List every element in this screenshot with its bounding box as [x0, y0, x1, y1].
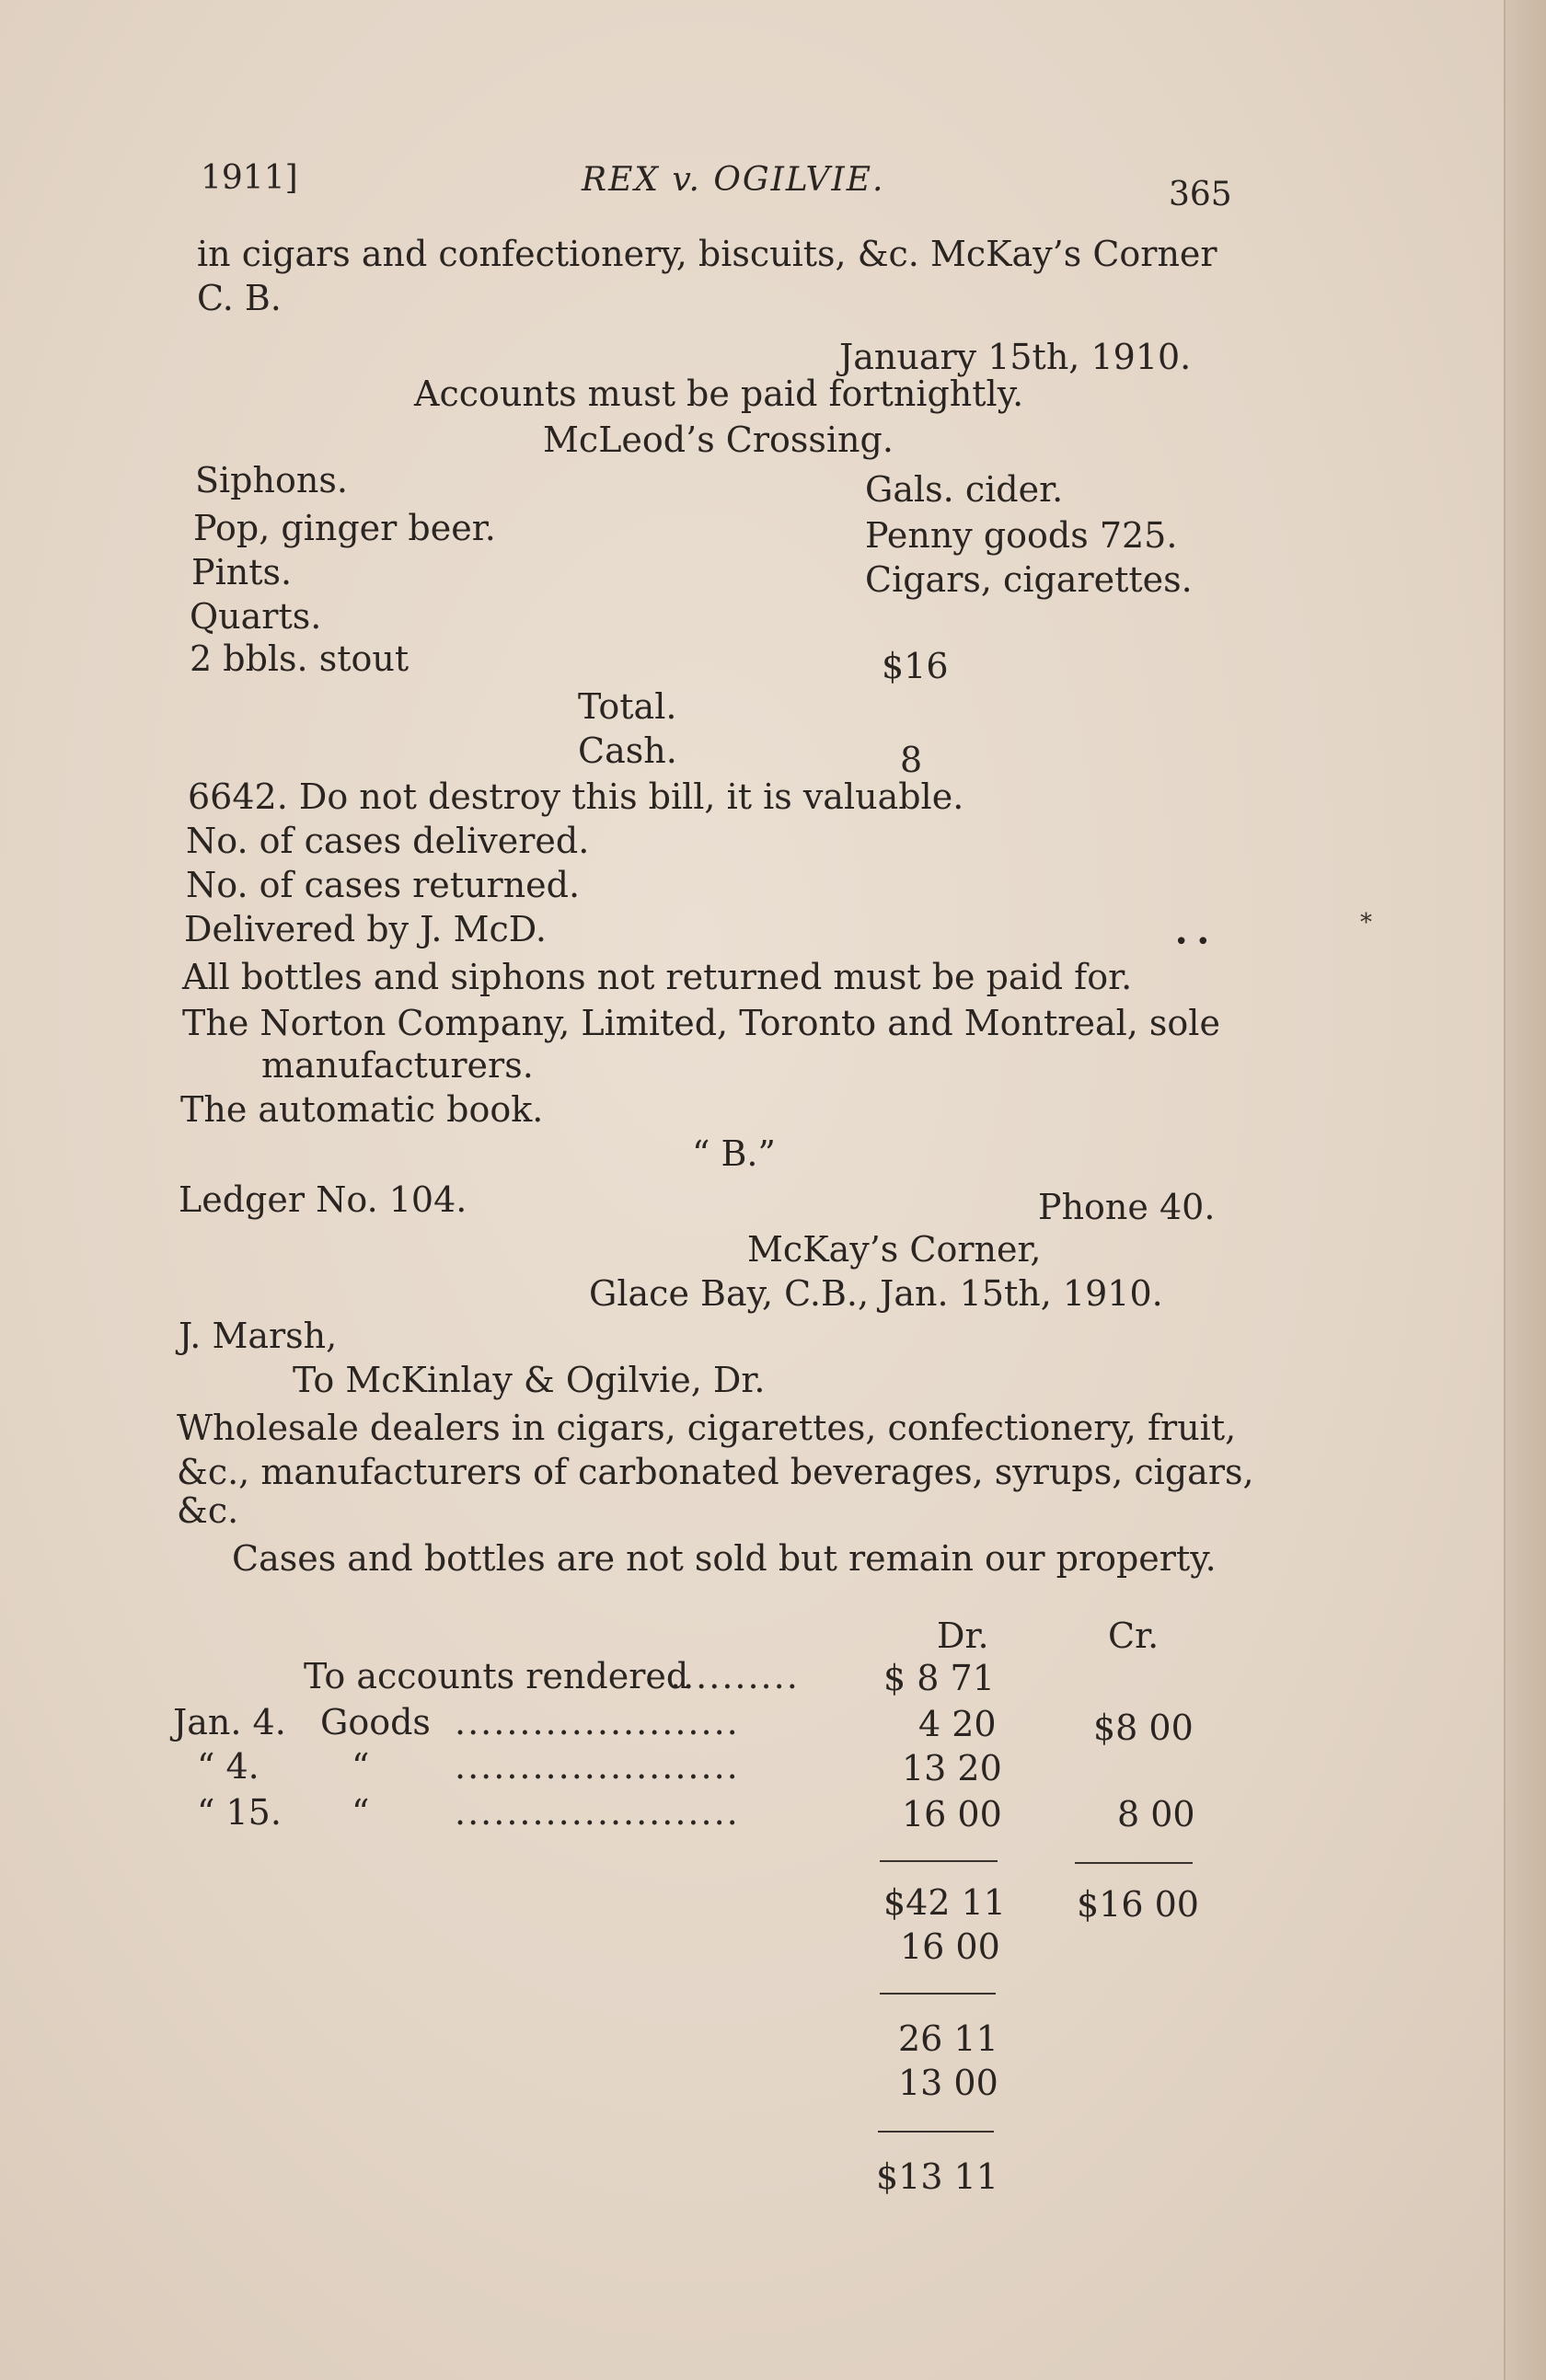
- address-line-1: McKay’s Corner,: [747, 1229, 1042, 1270]
- dr-total: $42 11: [883, 1882, 1006, 1923]
- note-delivered-by: Delivered by J. McD.: [184, 909, 547, 949]
- item-penny-goods: Penny goods 725.: [865, 515, 1178, 556]
- note-cases-delivered: No. of cases delivered.: [186, 821, 590, 861]
- row-date: “ 15.: [197, 1792, 282, 1833]
- note-cases-returned: No. of cases returned.: [186, 865, 581, 905]
- dr-rule-3: [878, 2131, 994, 2133]
- row-desc: To accounts rendered: [304, 1656, 689, 1696]
- row-dr: 4 20: [918, 1704, 997, 1744]
- subtotal: 26 11: [898, 2018, 998, 2059]
- note-valuable: 6642. Do not destroy this bill, it is valuable.: [188, 776, 964, 817]
- address-line-2: Glace Bay, C.B., Jan. 15th, 1910.: [589, 1273, 1163, 1314]
- note-manufacturers: manufacturers.: [261, 1045, 534, 1086]
- desc-line-2: &c., manufacturers of carbonated beverages, syrups, cigars,: [177, 1452, 1254, 1492]
- row-leaders: ..........: [670, 1656, 800, 1696]
- row-cr: $8 00: [1093, 1707, 1194, 1748]
- page-edge: [1504, 0, 1546, 2380]
- row-dr: $ 8 71: [883, 1658, 995, 1698]
- item-siphons: Siphons.: [195, 460, 348, 500]
- note-bottles: All bottles and siphons not returned must be paid for.: [182, 957, 1133, 997]
- cr-header: Cr.: [1108, 1615, 1160, 1656]
- bill-b-label: “ B.”: [692, 1133, 776, 1174]
- bill-a-date: January 15th, 1910.: [839, 337, 1192, 377]
- page-number: 365: [1169, 176, 1232, 213]
- ledger-number: Ledger No. 104.: [179, 1179, 467, 1220]
- intro-line-2: C. B.: [197, 278, 282, 318]
- row-leaders: ......................: [455, 1792, 740, 1833]
- less-cash: 13 00: [898, 2063, 998, 2103]
- row-date: “ 4.: [197, 1746, 260, 1787]
- item-pints: Pints.: [191, 552, 293, 592]
- item-stout: 2 bbls. stout: [190, 638, 410, 679]
- amount-16: $16: [882, 646, 949, 686]
- row-cr: 8 00: [1117, 1794, 1195, 1834]
- note-automatic-book: The automatic book.: [180, 1089, 544, 1130]
- to-line: To McKinlay & Ogilvie, Dr.: [293, 1360, 766, 1400]
- cash-label: Cash.: [578, 730, 677, 771]
- place-name: McLeod’s Crossing.: [543, 420, 894, 460]
- balance-due: $13 11: [876, 2156, 998, 2197]
- row-dr: 13 20: [902, 1748, 1002, 1788]
- item-cider: Gals. cider.: [865, 469, 1064, 510]
- desc-line-1: Wholesale dealers in cigars, cigarettes, confectionery, fruit,: [177, 1408, 1237, 1448]
- dr-header: Dr.: [937, 1615, 989, 1656]
- row-desc: “: [352, 1746, 370, 1787]
- row-leaders: ......................: [455, 1746, 740, 1787]
- cases-note: Cases and bottles are not sold but remain our property.: [232, 1538, 1217, 1579]
- customer-name: J. Marsh,: [179, 1316, 338, 1356]
- cr-total: $16 00: [1077, 1884, 1199, 1925]
- margin-mark: *: [1360, 909, 1372, 937]
- dr-rule-1: [880, 1860, 998, 1862]
- row-dr: 16 00: [902, 1794, 1002, 1834]
- desc-line-3: &c.: [177, 1490, 239, 1531]
- row-desc: “: [352, 1792, 370, 1833]
- payment-notice: Accounts must be paid fortnightly.: [414, 374, 1024, 414]
- intro-line-1: in cigars and confectionery, biscuits, &c. McKay’s Corner: [197, 234, 1217, 274]
- row-date: Jan. 4.: [173, 1702, 286, 1742]
- cash-value: 8: [900, 740, 923, 780]
- item-pop: Pop, ginger beer.: [193, 508, 496, 548]
- dr-rule-2: [880, 1993, 996, 1995]
- cr-rule-1: [1075, 1862, 1193, 1864]
- row-leaders: ......................: [455, 1702, 740, 1742]
- less-cr-total: 16 00: [900, 1926, 1000, 1967]
- header-year: 1911]: [201, 159, 298, 197]
- total-label: Total.: [578, 686, 677, 727]
- stray-marks: • •: [1174, 928, 1210, 956]
- phone-number: Phone 40.: [1038, 1187, 1216, 1227]
- running-title: REX v. OGILVIE.: [582, 161, 885, 199]
- item-cigars: Cigars, cigarettes.: [865, 559, 1193, 600]
- item-quarts: Quarts.: [190, 596, 322, 637]
- note-norton-company: The Norton Company, Limited, Toronto and Montreal, sole: [182, 1003, 1220, 1043]
- row-desc: Goods: [320, 1702, 431, 1742]
